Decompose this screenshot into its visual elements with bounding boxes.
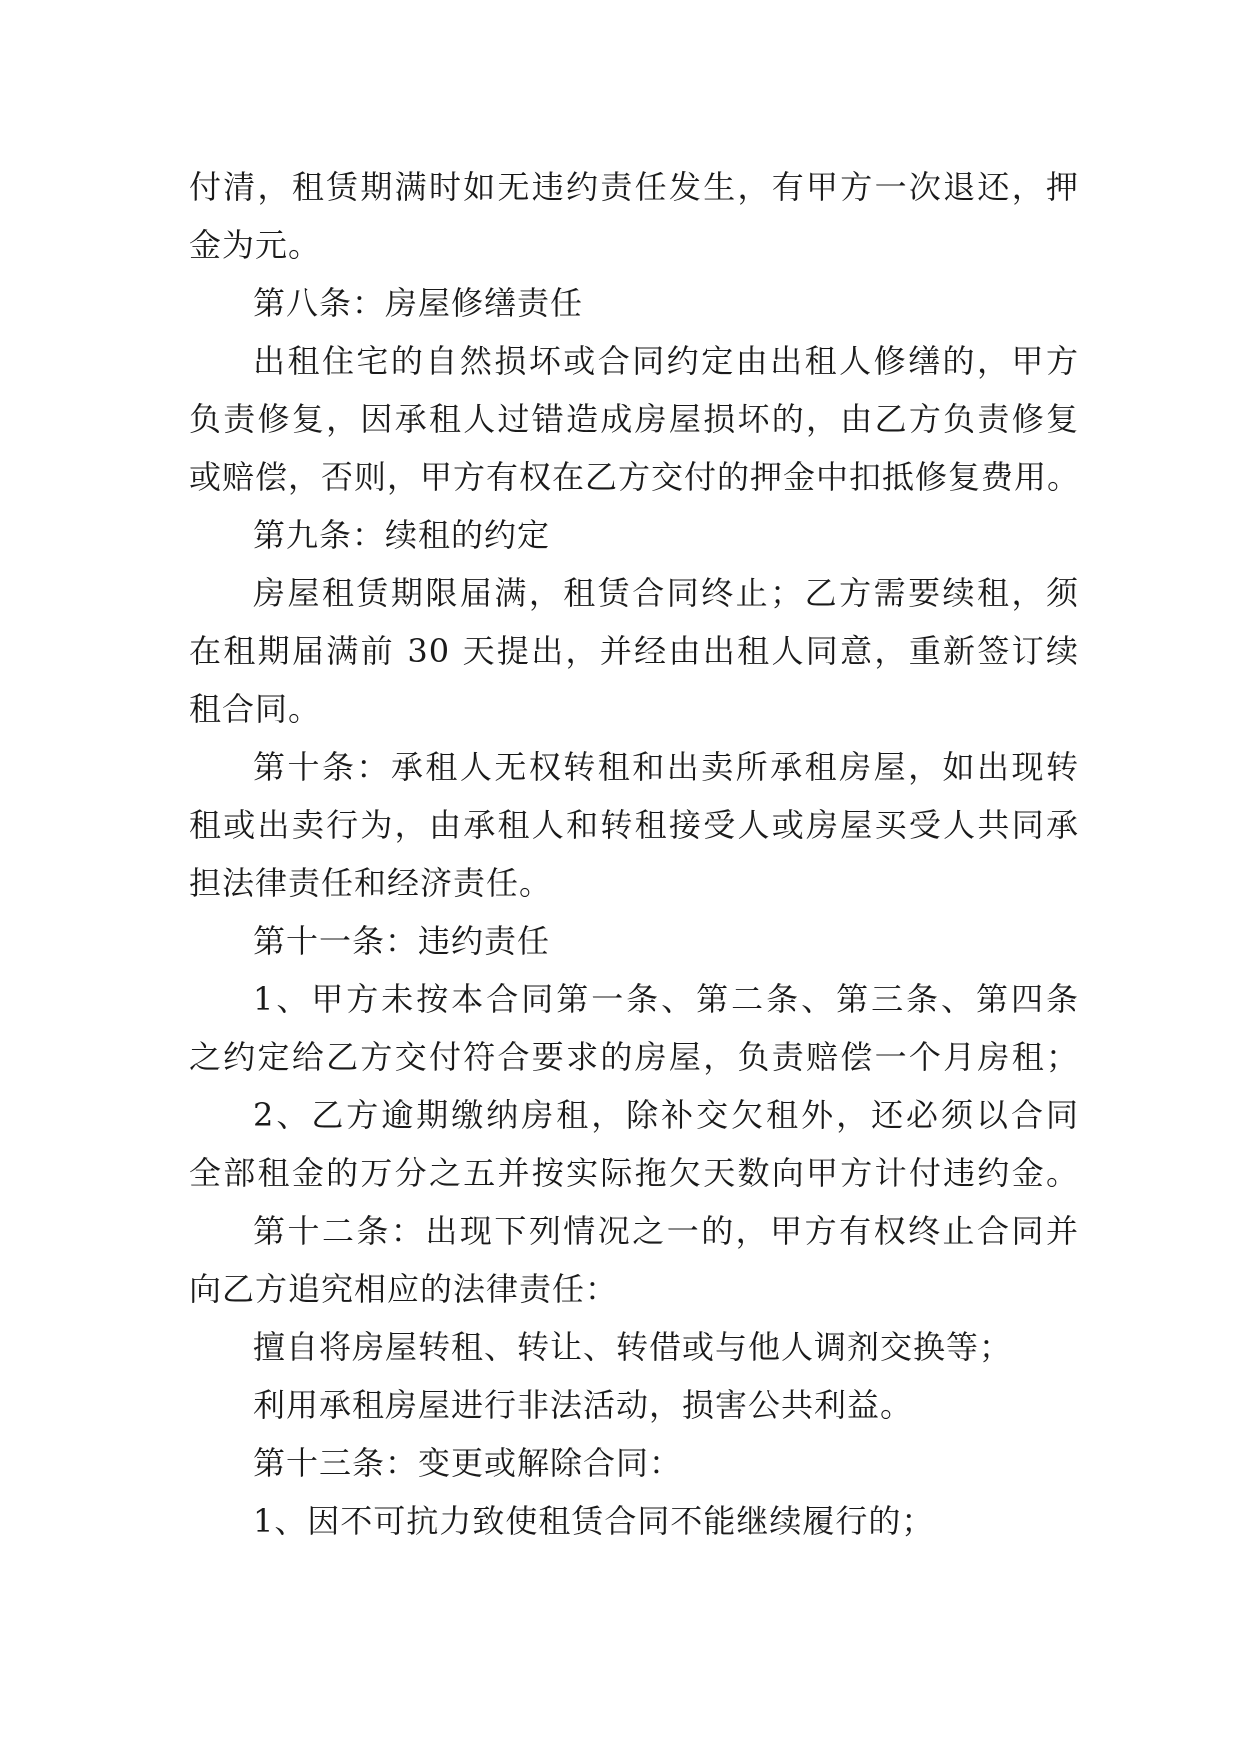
paragraph-line: 负责修复，因承租人过错造成房屋损坏的，由乙方负责修复	[189, 400, 1079, 438]
paragraph-line: 向乙方追究相应的法律责任：	[189, 1270, 619, 1308]
paragraph-line: 第九条：续租的约定	[253, 516, 551, 554]
paragraph-line: 房屋租赁期限届满，租赁合同终止；乙方需要续租，须	[253, 574, 1079, 612]
paragraph-line: 之约定给乙方交付符合要求的房屋，负责赔偿一个月房租；	[189, 1038, 1079, 1076]
paragraph-line: 租或出卖行为，由承租人和转租接受人或房屋买受人共同承	[189, 806, 1079, 844]
paragraph-line: 第十一条：违约责任	[253, 922, 551, 960]
paragraph-line: 2、乙方逾期缴纳房租，除补交欠租外，还必须以合同	[253, 1096, 1079, 1134]
paragraph-line: 利用承租房屋进行非法活动，损害公共利益。	[253, 1386, 914, 1424]
paragraph-line: 在租期届满前 30 天提出，并经由出租人同意，重新签订续	[189, 632, 1079, 670]
paragraph-line: 第十二条：出现下列情况之一的，甲方有权终止合同并	[253, 1212, 1079, 1250]
paragraph-line: 全部租金的万分之五并按实际拖欠天数向甲方计付违约金。	[189, 1154, 1079, 1192]
paragraph-line: 或赔偿，否则，甲方有权在乙方交付的押金中扣抵修复费用。	[189, 458, 1081, 496]
paragraph-line: 第十三条：变更或解除合同：	[253, 1444, 683, 1482]
paragraph-line: 擅自将房屋转租、转让、转借或与他人调剂交换等；	[253, 1328, 1013, 1366]
paragraph-line: 第十条：承租人无权转租和出卖所承租房屋，如出现转	[253, 748, 1079, 786]
paragraph-line: 租合同。	[189, 690, 322, 728]
paragraph-line: 出租住宅的自然损坏或合同约定由出租人修缮的，甲方	[253, 342, 1079, 380]
document-body	[189, 158, 1079, 1550]
paragraph-line: 付清，租赁期满时如无违约责任发生，有甲方一次退还，押	[189, 168, 1079, 206]
paragraph-line: 1、因不可抗力致使租赁合同不能继续履行的；	[253, 1502, 935, 1540]
paragraph-line: 金为元。	[189, 226, 322, 264]
paragraph-line: 担法律责任和经济责任。	[189, 864, 553, 902]
paragraph-line: 第八条：房屋修缮责任	[253, 284, 584, 322]
paragraph-line: 1、甲方未按本合同第一条、第二条、第三条、第四条	[253, 980, 1079, 1018]
